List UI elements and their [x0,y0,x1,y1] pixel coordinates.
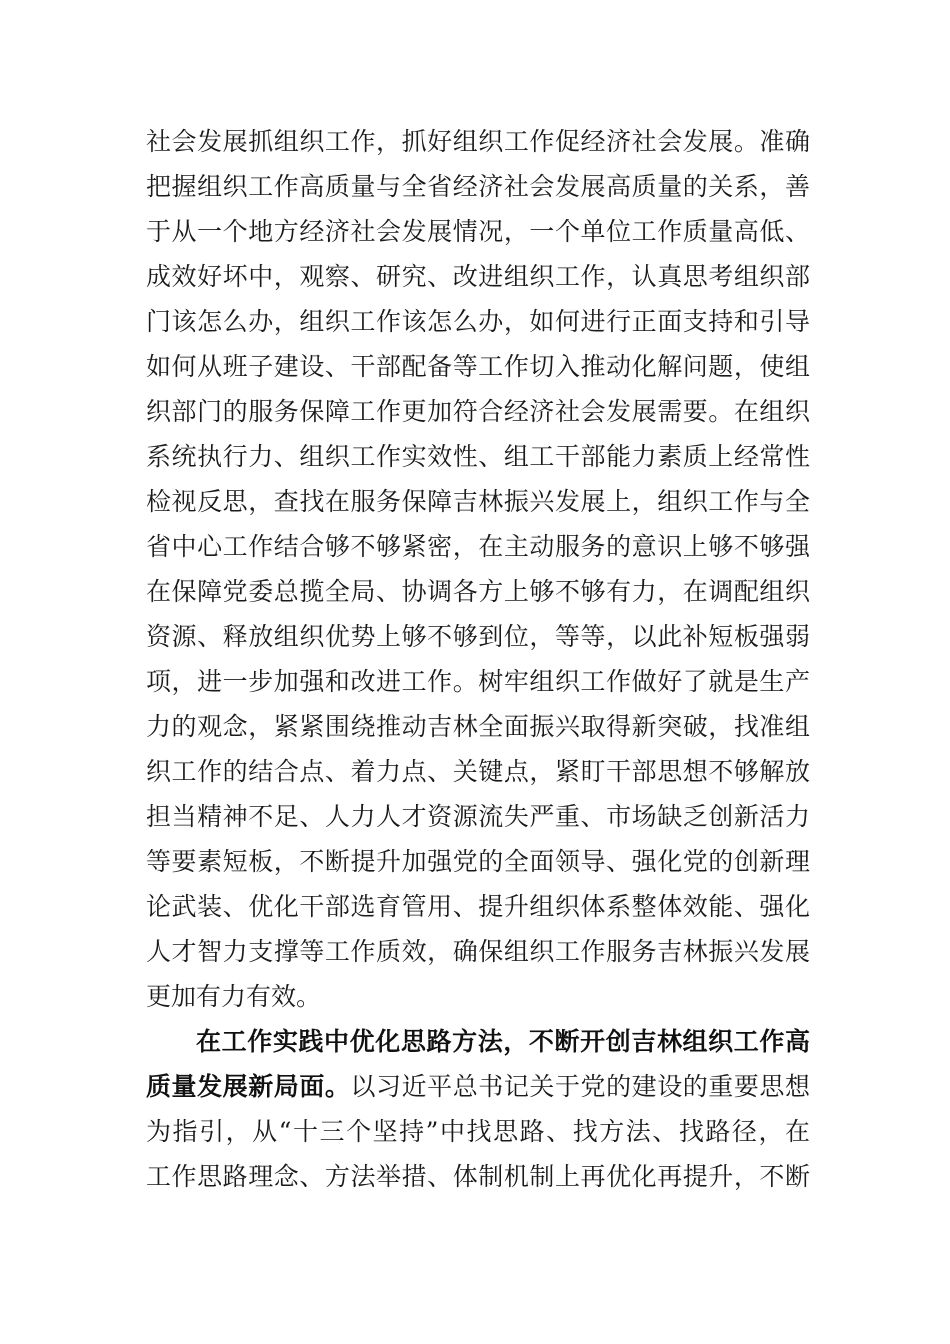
paragraph-line: 门该怎么办，组织工作该怎么办，如何进行正面支持和引导 [146,307,810,336]
paragraph-line: 人才智力支撑等工作质效，确保组织工作服务吉林振兴发展 [146,937,810,966]
paragraph-line: 担当精神不足、人力人才资源流失严重、市场缺乏创新活力 [146,802,810,831]
paragraph-line: 在保障党委总揽全局、协调各方上够不够有力，在调配组织 [146,577,810,606]
paragraph-line: 于从一个地方经济社会发展情况，一个单位工作质量高低、 [146,217,810,246]
paragraph-1 [146,119,810,1019]
paragraph-2 [146,1019,810,1199]
paragraph-heading-end: 质量发展新局面。 [146,1072,351,1101]
paragraph-line: 工作思路理念、方法举措、体制机制上再优化再提升，不断 [146,1162,810,1191]
paragraph-line: 系统执行力、组织工作实效性、组工干部能力素质上经常性 [146,442,810,471]
paragraph-line: 把握组织工作高质量与全省经济社会发展高质量的关系，善 [146,172,810,201]
paragraph-line: 论武装、优化干部选育管用、提升组织体系整体效能、强化 [146,892,810,921]
paragraph-line: 力的观念，紧紧围绕推动吉林全面振兴取得新突破，找准组 [146,712,810,741]
paragraph-line: 等要素短板，不断提升加强党的全面领导、强化党的创新理 [146,847,810,876]
paragraph-line [146,1064,810,1109]
paragraph-line: 为指引，从“十三个坚持”中找思路、找方法、找路径，在 [146,1117,810,1146]
paragraph-line: 织工作的结合点、着力点、关键点，紧盯干部思想不够解放 [146,757,810,786]
paragraph-line: 省中心工作结合够不够紧密，在主动服务的意识上够不够强 [146,532,810,561]
paragraph-line: 项，进一步加强和改进工作。树牢组织工作做好了就是生产 [146,667,810,696]
paragraph-line: 社会发展抓组织工作，抓好组织工作促经济社会发展。准确 [146,127,810,156]
paragraph-line: 成效好坏中，观察、研究、改进组织工作，认真思考组织部 [146,262,810,291]
paragraph-heading: 在工作实践中优化思路方法，不断开创吉林组织工作高 [196,1027,810,1056]
paragraph-line: 检视反思，查找在服务保障吉林振兴发展上，组织工作与全 [146,487,810,516]
paragraph-line: 织部门的服务保障工作更加符合经济社会发展需要。在组织 [146,397,810,426]
paragraph-text: 以习近平总书记关于党的建设的重要思想 [350,1072,810,1101]
paragraph-line: 资源、释放组织优势上够不够到位，等等，以此补短板强弱 [146,622,810,651]
paragraph-line: 更加有力有效。 [146,982,322,1011]
paragraph-line: 如何从班子建设、干部配备等工作切入推动化解问题，使组 [146,352,810,381]
